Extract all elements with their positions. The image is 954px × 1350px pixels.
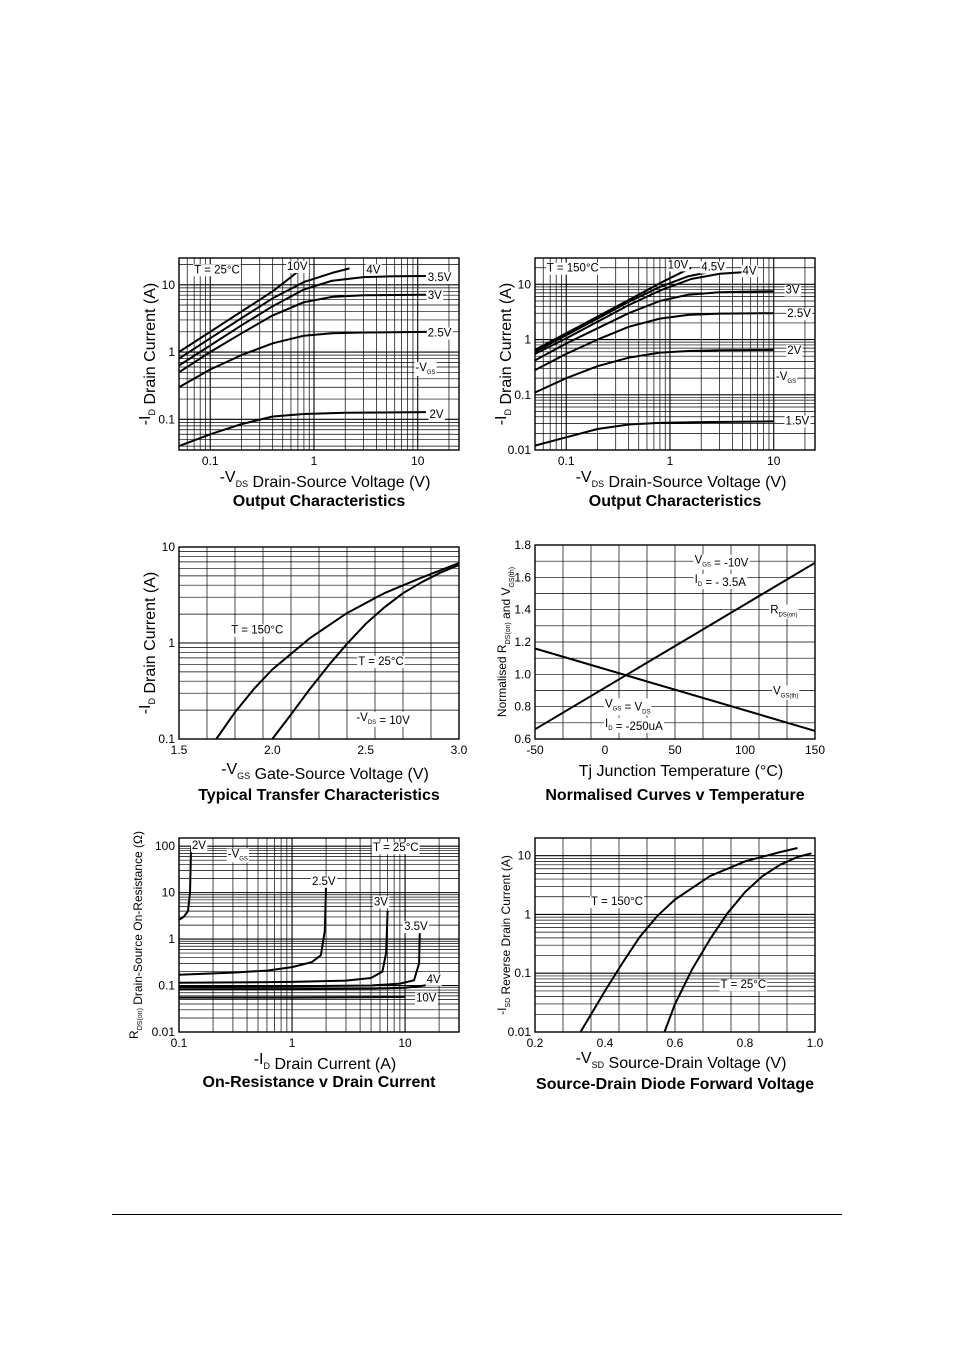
y-tick-label: 1.4: [514, 602, 531, 617]
series-label: 3.5V: [404, 921, 428, 934]
chart-title: Output Characteristics: [588, 493, 762, 510]
y-axis-label: $-I_{SD}$ Reverse Drain Current (A): [495, 855, 513, 1015]
series-label: $R_{DS(on)}$: [770, 604, 798, 619]
x-tick-label: 1: [310, 454, 318, 468]
annotation: $-V_{GS}$: [227, 848, 248, 863]
x-tick-label: 0: [601, 743, 609, 757]
chart-title: On-Resistance v Drain Current: [202, 1074, 436, 1091]
series-label: 4.5V: [701, 261, 725, 274]
x-tick-label: 0.1: [201, 454, 219, 468]
annotation: T = 25°C: [372, 842, 419, 855]
y-tick-label: 1: [168, 636, 175, 650]
x-tick-label: 0.1: [170, 1036, 188, 1050]
y-tick-label: 1: [168, 345, 175, 360]
y-tick-label: 0.1: [514, 966, 531, 981]
y-tick-label: 0.8: [514, 699, 531, 714]
x-tick-label: 0.8: [736, 1036, 754, 1050]
series-label: 1.5V: [785, 415, 810, 428]
y-tick-label: 10: [161, 540, 175, 554]
y-axis-label: $R_{DS(on)}$ Drain-Source On-Resistance (Ω): [127, 831, 145, 1039]
grid: [179, 547, 459, 739]
series-label: 3V: [427, 290, 442, 303]
series-label: 4V: [366, 264, 381, 277]
y-tick-label: 0.01: [507, 443, 531, 457]
series-label: 4V: [426, 973, 441, 986]
annotation: $-V_{DS} = 10V$: [356, 711, 410, 727]
y-axis-label: $-I_D$ Drain Current (A): [493, 282, 515, 426]
x-tick-label: 0.4: [596, 1036, 614, 1050]
x-tick-label: 3.0: [450, 743, 468, 757]
annotation: $-V_{GS}$: [415, 361, 436, 376]
series-label: 2V: [191, 840, 206, 853]
annotation: $V_{GS} = -10V$: [694, 554, 749, 570]
x-tick-label: 100: [734, 743, 756, 757]
y-tick-label: 10: [517, 848, 531, 863]
x-tick-label: 1: [288, 1036, 296, 1050]
x-axis-label: $-V_{SD}$ Source-Drain Voltage (V): [575, 1050, 787, 1072]
y-tick-label: 0.1: [158, 978, 175, 993]
x-tick-label: 50: [668, 743, 682, 757]
y-tick-label: 10: [161, 277, 175, 292]
series-label: 2.5V: [427, 327, 452, 340]
y-tick-label: 0.1: [158, 412, 175, 427]
x-tick-label: 1.0: [806, 1036, 824, 1050]
y-tick-label: 0.01: [151, 1025, 175, 1039]
series-line: [179, 997, 405, 998]
y-tick-label: 0.01: [507, 1025, 531, 1039]
x-tick-label: -50: [526, 743, 544, 757]
x-tick-label: 0.2: [526, 1036, 544, 1050]
series-label: T = 150°C: [231, 624, 284, 637]
x-axis-label: $-I_D$ Drain Current (A): [253, 1051, 397, 1073]
annotation: $I_D = -250uA$: [605, 717, 663, 733]
x-tick-label: 1.5: [170, 743, 188, 757]
series-label: 2V: [429, 408, 444, 421]
series-label: $V_{GS(th)}$: [773, 685, 799, 700]
footer-divider: [112, 1214, 842, 1215]
series-label: 4V: [742, 265, 757, 278]
chart-1: [137, 258, 459, 510]
series-label: 3.5V: [427, 272, 452, 285]
x-axis-label: Tj Junction Temperature (°C): [578, 763, 784, 780]
series-label: 2V: [787, 344, 802, 357]
y-tick-label: 1.6: [514, 570, 531, 585]
x-tick-label: 10: [411, 454, 425, 468]
chart-6: [495, 838, 824, 1093]
x-tick-label: 150: [804, 743, 826, 757]
x-axis-label: $-V_{GS}$ Gate-Source Voltage (V): [221, 761, 429, 783]
chart-3: [137, 540, 468, 804]
annotation: $I_D$ = - 3.5A: [694, 573, 746, 589]
x-axis-label: $-V_{DS}$ Drain-Source Voltage (V): [575, 469, 787, 491]
y-tick-label: 1: [524, 332, 531, 347]
chart-4: [495, 538, 825, 804]
y-tick-label: 1.0: [514, 667, 531, 682]
y-tick-label: 0.6: [514, 732, 531, 746]
y-tick-label: 100: [154, 839, 175, 854]
y-tick-label: 10: [161, 885, 175, 900]
chart-title: Typical Transfer Characteristics: [198, 787, 440, 804]
y-axis-label: Normalised $R_{DS(on)}$ and $V_{GS(th)}$: [495, 566, 516, 718]
y-tick-label: 1: [168, 932, 175, 947]
series-label: 3V: [785, 284, 800, 297]
series-label: 10V: [416, 992, 437, 1005]
series-label: 10V: [287, 261, 308, 274]
x-tick-label: 2.0: [263, 743, 281, 757]
y-tick-label: 10: [517, 277, 531, 292]
x-tick-label: 0.1: [557, 454, 575, 468]
series-label: T = 150°C: [591, 895, 644, 908]
annotation: $V_{GS} = V_{DS}$: [605, 698, 651, 716]
series-label: 10V: [667, 259, 689, 272]
y-tick-label: 1: [524, 907, 531, 922]
series-label: T = 25°C: [358, 655, 404, 668]
chart-5: [127, 831, 459, 1091]
y-tick-label: 1.2: [514, 635, 531, 649]
y-tick-label: 0.1: [158, 732, 175, 746]
annotation: T = 25°C: [194, 264, 240, 277]
x-tick-label: 0.6: [666, 1036, 684, 1050]
x-tick-label: 10: [398, 1036, 412, 1050]
series-label: 3V: [373, 896, 388, 909]
annotation: $-V_{GS}$: [775, 370, 797, 385]
chart-title: Output Characteristics: [232, 493, 406, 510]
annotation: T = 150°C: [546, 262, 599, 275]
series-label: T = 25°C: [720, 979, 767, 992]
series-label: 2.5V: [787, 308, 811, 321]
x-axis-label: $-V_{DS}$ Drain-Source Voltage (V): [219, 469, 431, 491]
y-axis-label: $-I_D$ Drain Current (A): [137, 282, 159, 426]
x-tick-label: 1: [666, 454, 674, 468]
y-axis-label: $-I_D$ Drain Current (A): [137, 571, 159, 715]
plot-frame: [179, 258, 459, 450]
series-label: 2.5V: [311, 875, 336, 888]
chart-title: Source-Drain Diode Forward Voltage: [536, 1076, 814, 1093]
y-tick-label: 1.8: [514, 538, 531, 552]
x-tick-label: 10: [767, 454, 781, 468]
chart-2: [493, 258, 815, 510]
y-tick-label: 0.1: [514, 387, 531, 402]
chart-title: Normalised Curves v Temperature: [545, 787, 805, 804]
x-tick-label: 2.5: [357, 743, 375, 757]
